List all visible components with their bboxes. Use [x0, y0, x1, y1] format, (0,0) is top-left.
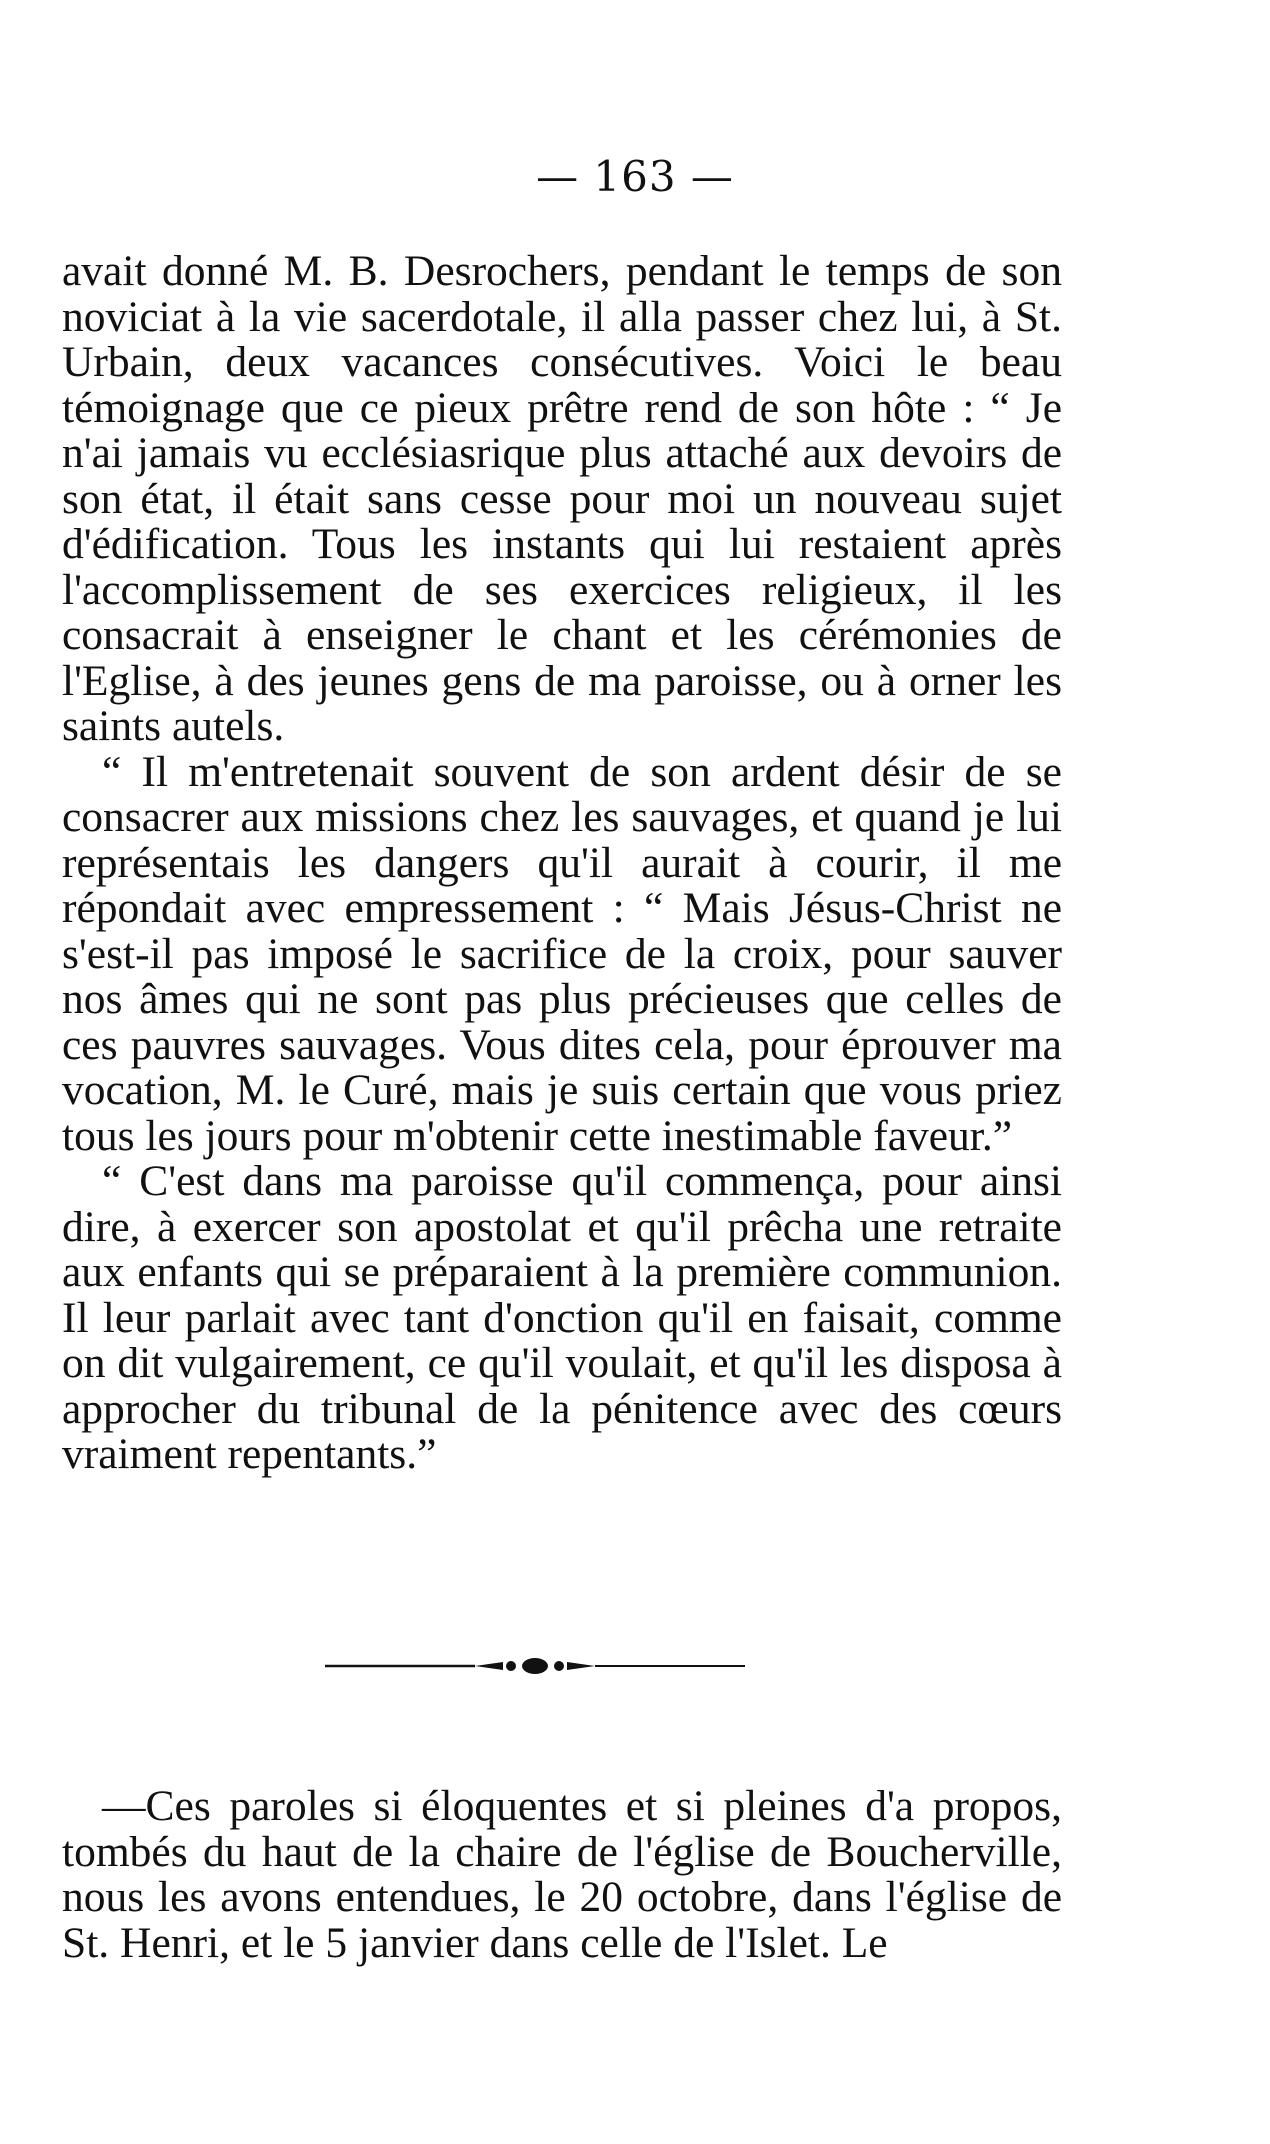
- paragraph-3: “ C'est dans ma paroisse qu'il commença, pour ainsi dire, à exercer son apostolat et qu'il prêcha une retraite aux enfants qui se préparaient à la première communion. Il leur parlait avec tant d'onction qu'il en faisait, comme on dit vulgairement, ce qu'il voulait, et qu'il les disposa à approcher du tribunal de la pénitence avec des cœurs vraiment repentants.”: [62, 1157, 1062, 1478]
- paragraph-1: avait donné M. B. Desrochers, pendant le temps de son noviciat à la vie sacerdotale, il alla passer chez lui, à St. Urbain, deux vacances consécutives. Voici le beau témoignage que ce pieux prêtre rend de son hôte : “ Je n'ai jamais vu ecclésiasrique plus attaché aux devoirs de son état, il était sans cesse pour moi un nouveau sujet d'édification. Tous les instants qui lui restaient après l'accomplissement de ses exercices religieux, il les consacrait à enseigner le chant et les cérémonies de l'Eglise, à des jeunes gens de ma paroisse, ou à orner les saints autels.: [62, 247, 1062, 750]
- main-text: [62, 249, 1062, 1478]
- section-divider-ornament: [325, 1651, 745, 1681]
- paragraph-4: —Ces paroles si éloquentes et si pleines d'a propos, tombés du haut de la chaire de l'église de Boucherville, nous les avons entendues, le 20 octobre, dans l'église de St. Henri, et le 5 janvier dans celle de l'Islet. Le: [62, 1782, 1062, 1967]
- page-number: — 163 —: [536, 152, 734, 201]
- next-section-text: [62, 1784, 1062, 1966]
- paragraph-2: “ Il m'entretenait souvent de son ardent désir de se consacrer aux missions chez les sauvages, et quand je lui représentais les dangers qu'il aurait à courir, il me répondait avec empressement : “ Mais Jésus-Christ ne s'est-il pas imposé le sacrifice de la croix, pour sauver nos âmes qui ne sont pas plus précieuses que celles de ces pauvres sauvages. Vous dites cela, pour éprouver ma vocation, M. le Curé, mais je suis certain que vous priez tous les jours pour m'obtenir cette inestimable faveur.”: [62, 747, 1062, 1160]
